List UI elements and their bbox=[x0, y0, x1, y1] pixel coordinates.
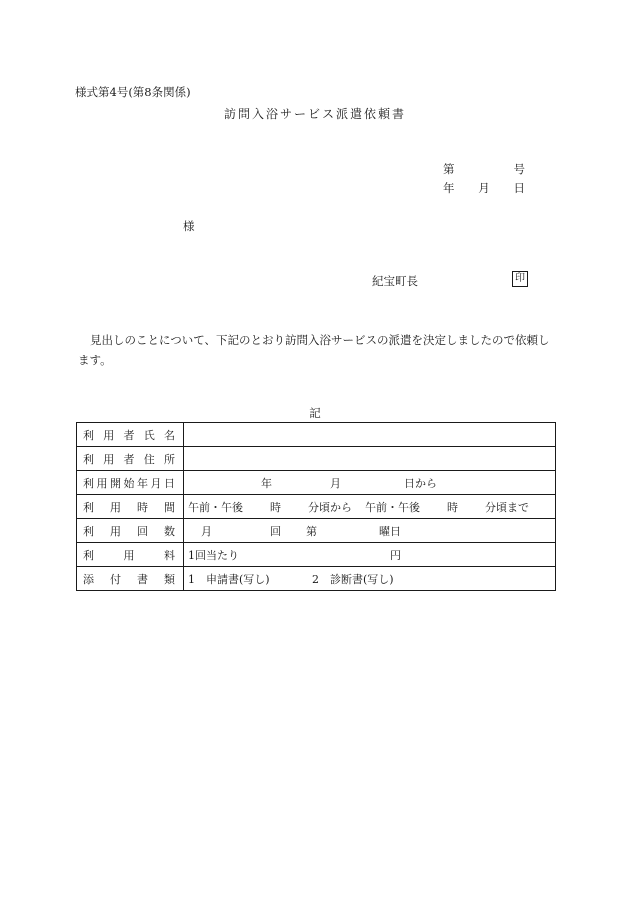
attachments-field bbox=[184, 567, 556, 591]
row-label-start-date: 利用開始年月日 bbox=[77, 471, 184, 495]
table-row bbox=[77, 447, 556, 471]
fee-yen-label: 円 bbox=[390, 548, 401, 562]
count-month-label: 月 bbox=[201, 524, 212, 538]
hour-from: 時 bbox=[270, 500, 281, 514]
start-date-field bbox=[184, 471, 556, 495]
table-row bbox=[77, 519, 556, 543]
table-row bbox=[77, 567, 556, 591]
day-label: 日 bbox=[513, 181, 525, 195]
issuer-name: 紀宝町長 bbox=[372, 274, 418, 288]
start-day-label: 日から bbox=[404, 476, 437, 490]
table-row bbox=[77, 495, 556, 519]
hour-to: 時 bbox=[447, 500, 458, 514]
count-times-label: 回 bbox=[270, 524, 281, 538]
usage-count-field bbox=[184, 519, 556, 543]
row-label-fee: 利用料 bbox=[77, 543, 184, 567]
request-table bbox=[76, 422, 556, 591]
month-label: 月 bbox=[478, 181, 490, 195]
date-line bbox=[443, 180, 525, 196]
row-label-user-address: 利用者住所 bbox=[77, 447, 184, 471]
document-number-line bbox=[443, 161, 525, 177]
attachment-diagnosis-copy: 2 診断書(写し) bbox=[312, 572, 394, 586]
table-row bbox=[77, 543, 556, 567]
row-label-user-name: 利用者氏名 bbox=[77, 423, 184, 447]
minute-from: 分頃から bbox=[308, 500, 352, 514]
form-number: 様式第4号(第8条関係) bbox=[75, 85, 191, 99]
addressee-suffix: 様 bbox=[183, 219, 195, 233]
am-pm-from: 午前・午後 bbox=[188, 500, 243, 514]
table-row bbox=[77, 423, 556, 447]
usage-time-field bbox=[184, 495, 556, 519]
count-weekday-label: 曜日 bbox=[379, 524, 401, 538]
seal-mark: 印 bbox=[512, 271, 528, 287]
go-label: 号 bbox=[513, 162, 525, 176]
start-month-label: 月 bbox=[330, 476, 341, 490]
count-nth-label: 第 bbox=[306, 524, 317, 538]
ki-heading: 記 bbox=[309, 406, 321, 420]
year-label: 年 bbox=[443, 181, 455, 195]
user-address-field bbox=[184, 447, 556, 471]
fee-per-visit-label: 1回当たり bbox=[188, 548, 239, 562]
document-title: 訪問入浴サービス派遣依頼書 bbox=[223, 107, 406, 121]
row-label-usage-time: 利用時間 bbox=[77, 495, 184, 519]
table-row bbox=[77, 471, 556, 495]
start-year-label: 年 bbox=[261, 476, 272, 490]
fee-field bbox=[184, 543, 556, 567]
row-label-attachments: 添付書類 bbox=[77, 567, 184, 591]
user-name-field bbox=[184, 423, 556, 447]
row-label-usage-count: 利用回数 bbox=[77, 519, 184, 543]
am-pm-to: 午前・午後 bbox=[365, 500, 420, 514]
dai-label: 第 bbox=[443, 162, 455, 176]
minute-to: 分頃まで bbox=[485, 500, 529, 514]
attachment-application-copy: 1 申請書(写し) bbox=[188, 572, 270, 586]
request-body-text: 見出しのことについて、下記のとおり訪問入浴サービスの派遣を決定しましたので依頼します。 bbox=[78, 333, 550, 367]
